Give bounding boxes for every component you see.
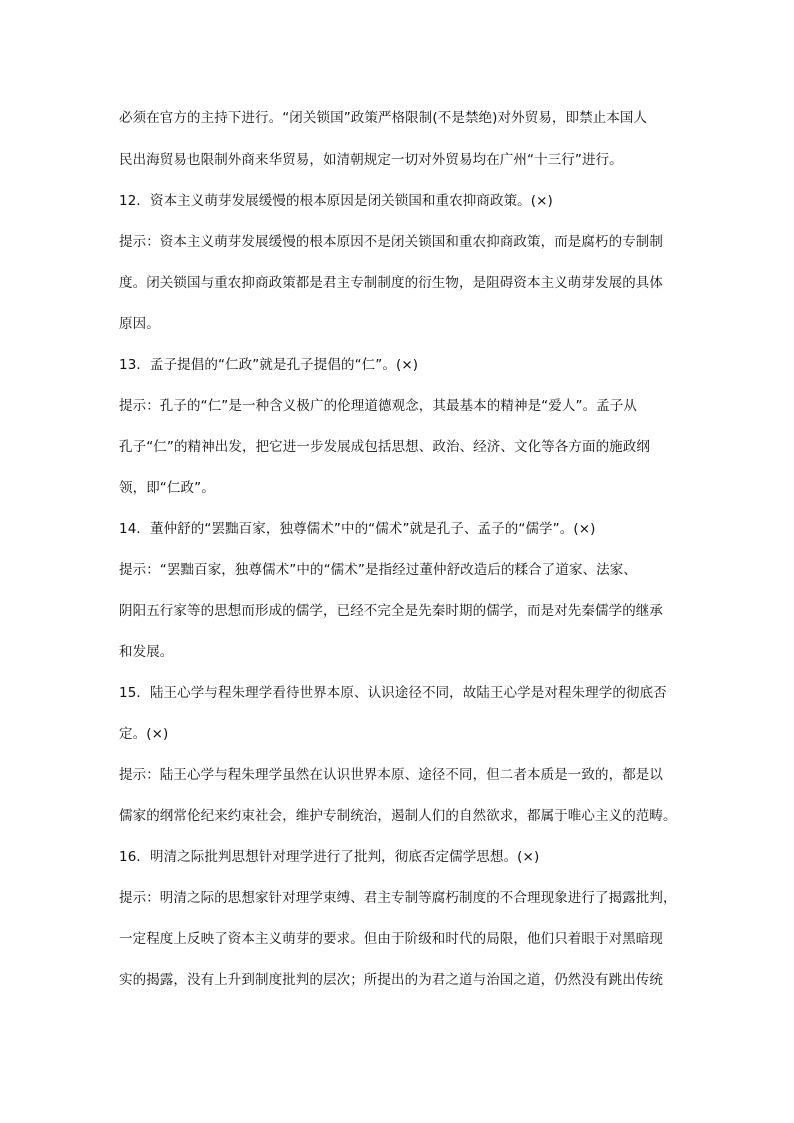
- hint-text-line: 儒家的纲常伦纪来约束社会，维护专制统治，遏制人们的自然欲求，都属于唯心主义的范畴。: [119, 808, 677, 824]
- hint-text-line: 度。闭关锁国与重农抑商政策都是君主专制制度的衍生物，是阻碍资本主义萌芽发展的具体: [119, 275, 663, 291]
- hint-text-line: 提示：明清之际的思想家针对理学束缚、君主专制等腐朽制度的不合理现象进行了揭露批判，: [119, 890, 677, 906]
- question-13: 13．孟子提倡的“仁政”就是孔子提倡的“仁”。(×): [119, 357, 419, 373]
- hint-text-line: 提示：陆王心学与程朱理学虽然在认识世界本原、途径不同，但二者本质是一致的，都是以: [119, 767, 663, 783]
- hint-text-line: 一定程度上反映了资本主义萌芽的要求。但由于阶级和时代的局限，他们只着眼于对黑暗现: [119, 931, 663, 947]
- question-15: 15．陆王心学与程朱理学看待世界本原、认识途径不同，故陆王心学是对程朱理学的彻底否: [119, 685, 667, 701]
- hint-text-line: 提示：“罢黜百家，独尊儒术”中的“儒术”是指经过董仲舒改造后的糅合了道家、法家、: [119, 562, 637, 578]
- hint-text-line: 阴阳五行家等的思想而形成的儒学，已经不完全是先秦时期的儒学，而是对先秦儒学的继承: [119, 603, 663, 619]
- hint-text-line: 领，即“仁政”。: [119, 480, 215, 496]
- question-14: 14．董仲舒的“罢黜百家，独尊儒术”中的“儒术”就是孔子、孟子的“儒学”。(×): [119, 521, 596, 537]
- hint-text-line: 提示：资本主义萌芽发展缓慢的根本原因不是闭关锁国和重农抑商政策，而是腐朽的专制制: [119, 234, 663, 250]
- question-15-continued: 定。(×): [119, 726, 169, 742]
- text-line: 必须在官方的主持下进行。“闭关锁国”政策严格限制(不是禁绝)对外贸易，即禁止本国人: [119, 110, 648, 126]
- hint-text-line: 孔子“仁”的精神出发，把它进一步发展成包括思想、政治、经济、文化等各方面的施政纲: [119, 439, 650, 455]
- question-16: 16．明清之际批判思想针对理学进行了批判，彻底否定儒学思想。(×): [119, 849, 540, 865]
- hint-text-line: 实的揭露，没有上升到制度批判的层次；所提出的为君之道与治国之道，仍然没有跳出传统: [119, 972, 663, 988]
- question-12: 12．资本主义萌芽发展缓慢的根本原因是闭关锁国和重农抑商政策。(×): [119, 193, 553, 209]
- text-line: 民出海贸易也限制外商来华贸易，如清朝规定一切对外贸易均在广州“十三行”进行。: [119, 152, 623, 168]
- hint-text-line: 原因。: [119, 316, 160, 332]
- hint-text-line: 提示：孔子的“仁”是一种含义极广的伦理道德观念，其最基本的精神是“爱人”。孟子从: [119, 398, 637, 414]
- hint-text-line: 和发展。: [119, 644, 174, 660]
